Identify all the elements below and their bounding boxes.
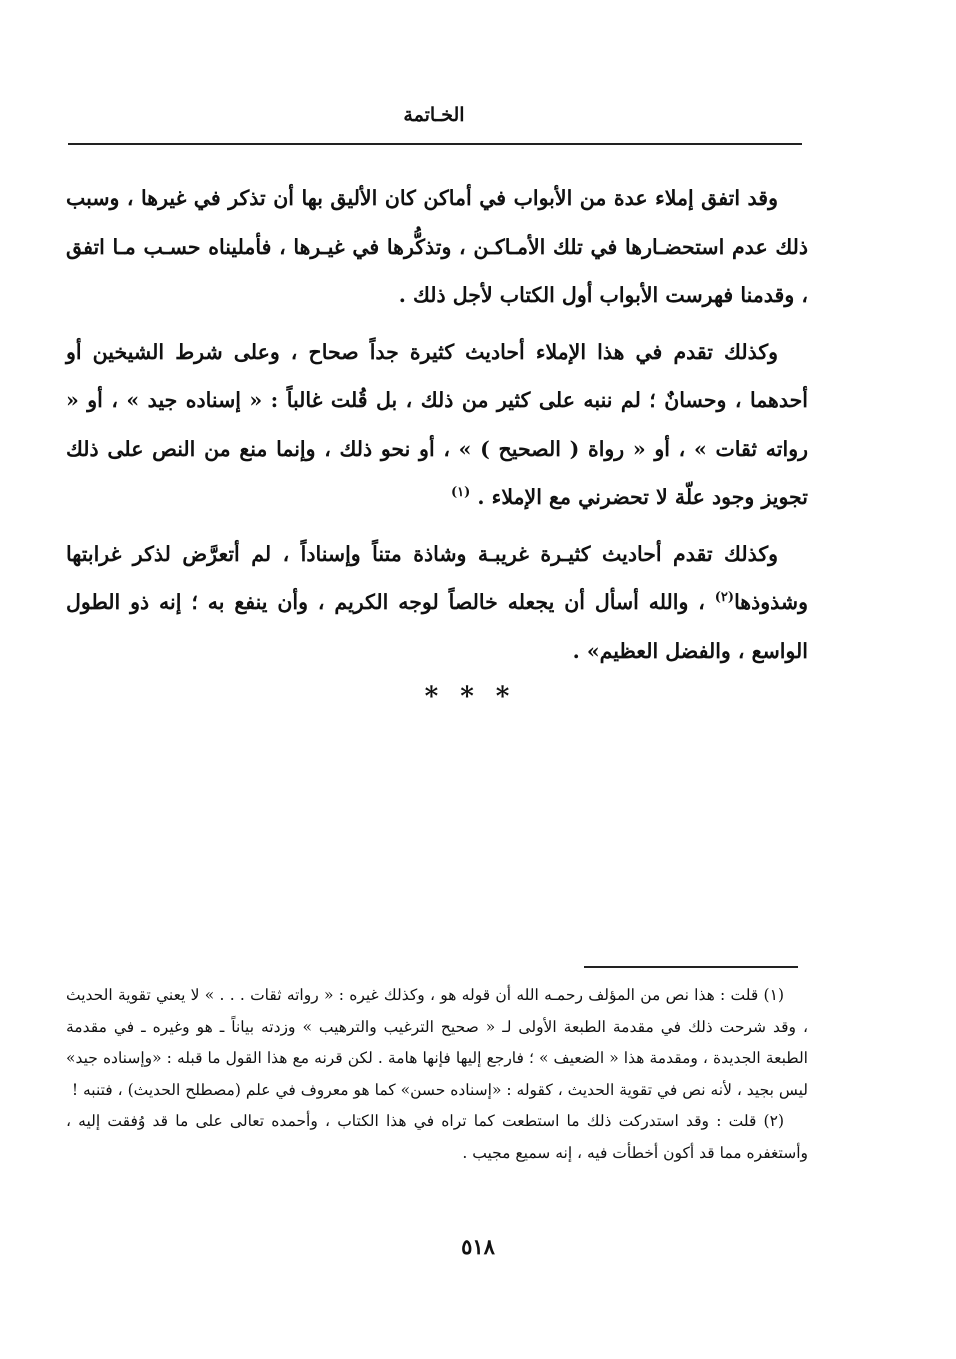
footnote-2: (٢) قلت : وقد استدركت ذلك ما استطعت كما تراه في هذا الكتاب ، وأحمده تعالى على ما قد وُفقت إليه ، وأستغفره مما قد أكون أخطأت فيه ، إنه سميع مجيب . [66,1112,808,1162]
paragraph-3 [66,530,808,676]
footnote-rule [584,966,798,968]
paragraph-3-text-b: ، والله أسأل أن يجعله خالصاً لوجه الكريم ، وأن ينفع به ؛ إنه ذو الطول الواسع ، والفضل العظيم» . [66,590,808,663]
paragraph-1: وقد اتفق إملاء عدة من الأبواب في أماكن كان الأليق بها أن تذكر في غيرها ، وسبب ذلك عدم استحضـارها في تلك الأمـاكـن ، وتذكُّرها في غيـرها ، فأمليناه حسـب مـا اتفق ، وقدمنا فهرست الأبواب أول الكتاب لأجل ذلك . [66,186,808,307]
page-number: ٥١٨ [461,1234,495,1259]
footnote-1: (١) قلت : هذا نص من المؤلف رحمـه الله أن قوله هو ، وكذلك غيره : « رواته ثقات . . . » لا يعني تقوية الحديث ، وقد شرحت ذلك في مقدمة الطبعة الأولى لـ « صحيح الترغيب والترهيب » وزدته بياناً ـ هو وغيره ـ في مقدمة الطبعة الجديدة ، ومقدمة هذا « الضعيف » ؛ فارجع إليها فإنها هامة . لكن قرنه مع هذا القول ما قبله : «وإسناده جيد» ليس بجيد ، لأنه نص في تقوية الحديث ، كقوله : «إسناده حسن» كما هو معروف في علم (مصطلح الحديث) ، فتنبه ! [66,986,808,1099]
footnote-ref-2[interactable]: (٢) [714,590,735,606]
paragraph-3-text-a: وكذلك تقدم أحاديث كثيـرة غريبـة وشاذة متناً وإسناداً ، لم أتعرَّض لذكر غرابتها وشذوذها [66,541,808,614]
main-text [66,174,808,675]
section-separator: *** [424,682,532,712]
header-rule [68,143,802,145]
running-header: الخـاتمة [403,104,465,126]
footnotes [66,980,808,1169]
paragraph-2 [66,328,808,522]
paragraph-2-text: وكذلك تقدم في هذا الإملاء أحاديث كثيرة جداً صحاح ، وعلى شرط الشيخين أو أحدهما ، وحسانٌ ؛ لم ننبه على كثير من ذلك ، بل قُلت غالباً : « إسناده جيد » ، أو « رواته ثقات » ، أو « رواة ( الصحيح ) » ، أو نحو ذلك ، وإنما منع من النص على ذلك تجويز وجود علّة لا تحضرني مع الإملاء . [66,339,808,509]
footnote-ref-1[interactable]: (١) [450,485,471,501]
